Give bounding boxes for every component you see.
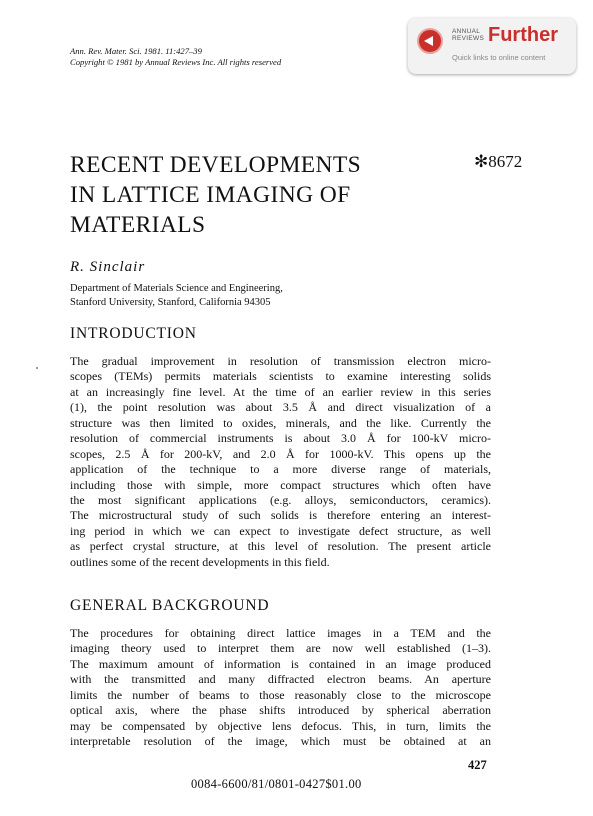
text-line: imaging theory used to interpret them are now well established (1–3).: [70, 641, 491, 656]
text-line: may be compensated by objective lens defocus. This, in turn, limits the: [70, 718, 491, 733]
text-line: The gradual improvement in resolution of transmission electron micro-: [70, 354, 491, 368]
text-line: as perfect crystal structure, at this level of resolution. The present article: [70, 539, 491, 554]
affiliation-line-1: Department of Materials Science and Engineering,: [70, 283, 283, 294]
text-line: resolution of commercial instruments is about 3.0 Å for 100-kV micro-: [70, 431, 491, 446]
text-line: ing period in which we can expect to investigate defect structure, as well: [70, 523, 491, 538]
text-line: (1), the point resolution was about 3.5 Å and direct visualization of a: [70, 400, 491, 415]
annual-reviews-wordmark: ANNUAL REVIEWS: [452, 28, 485, 42]
general-background-paragraph: [70, 626, 491, 750]
play-back-icon: [417, 28, 443, 54]
text-line: the most significant applications (e.g. alloys, semiconductors, ceramics).: [70, 492, 491, 507]
article-title: [70, 150, 361, 240]
text-line: The microstructural study of such solids is therefore entering an interest-: [70, 508, 491, 523]
introduction-paragraph: [70, 354, 491, 570]
text-line: interpretable resolution of the image, which must be obtained at an: [70, 734, 491, 749]
title-line-1: RECENT DEVELOPMENTS: [70, 152, 362, 178]
text-line: with the transmitted and many diffracted electron beams. An aperture: [70, 672, 491, 687]
text-line: The maximum amount of information is contained in an image produced: [70, 656, 491, 671]
title-line-3: MATERIALS: [70, 212, 206, 238]
article-id: ✻8672: [474, 152, 523, 171]
citation-line-1: Ann. Rev. Mater. Sci. 1981. 11:427–39: [70, 46, 202, 56]
text-line: scopes, 2.5 Å for 200-kV, and 2.0 Å for 1000-kV. This opens up the: [70, 446, 491, 461]
title-line-2: IN LATTICE IMAGING OF: [70, 182, 351, 208]
journal-citation: [70, 46, 281, 68]
text-line: application of the technique to a more diverse range of materials,: [70, 462, 491, 477]
text-line: scopes (TEMs) permits materials scientists to examine interesting solids: [70, 369, 491, 384]
citation-line-2: Copyright © 1981 by Annual Reviews Inc. All rights reserved: [70, 57, 282, 67]
text-line: optical axis, where the phase shifts introduced by spherical aberration: [70, 703, 491, 718]
further-label: Further: [488, 24, 558, 46]
text-line: structure was then limited to oxides, minerals, and the like. Currently the: [70, 415, 491, 430]
further-badge[interactable]: [408, 18, 576, 74]
text-line: at an increasingly fine level. At the time of an earlier review in this series: [70, 384, 491, 399]
section-heading-introduction: INTRODUCTION: [70, 325, 197, 342]
text-line: outlines some of the recent developments in this field.: [70, 554, 330, 569]
text-line: limits the number of beams to those reasonably close to the microscope: [70, 687, 491, 702]
author-name: R. Sinclair: [70, 259, 146, 275]
text-line: The procedures for obtaining direct lattice images in a TEM and the: [70, 626, 491, 640]
scan-mark: [36, 367, 38, 369]
author-affiliation: [70, 282, 283, 309]
affiliation-line-2: Stanford University, Stanford, California 94305: [70, 296, 271, 308]
page-number: 427: [468, 758, 487, 772]
text-line: including those with simple, more compact structures which often have: [70, 477, 491, 492]
section-heading-general-background: GENERAL BACKGROUND: [70, 597, 270, 614]
further-subtitle: Quick links to online content: [452, 53, 546, 62]
footer-code: 0084-6600/81/0801-0427$01.00: [191, 777, 362, 791]
